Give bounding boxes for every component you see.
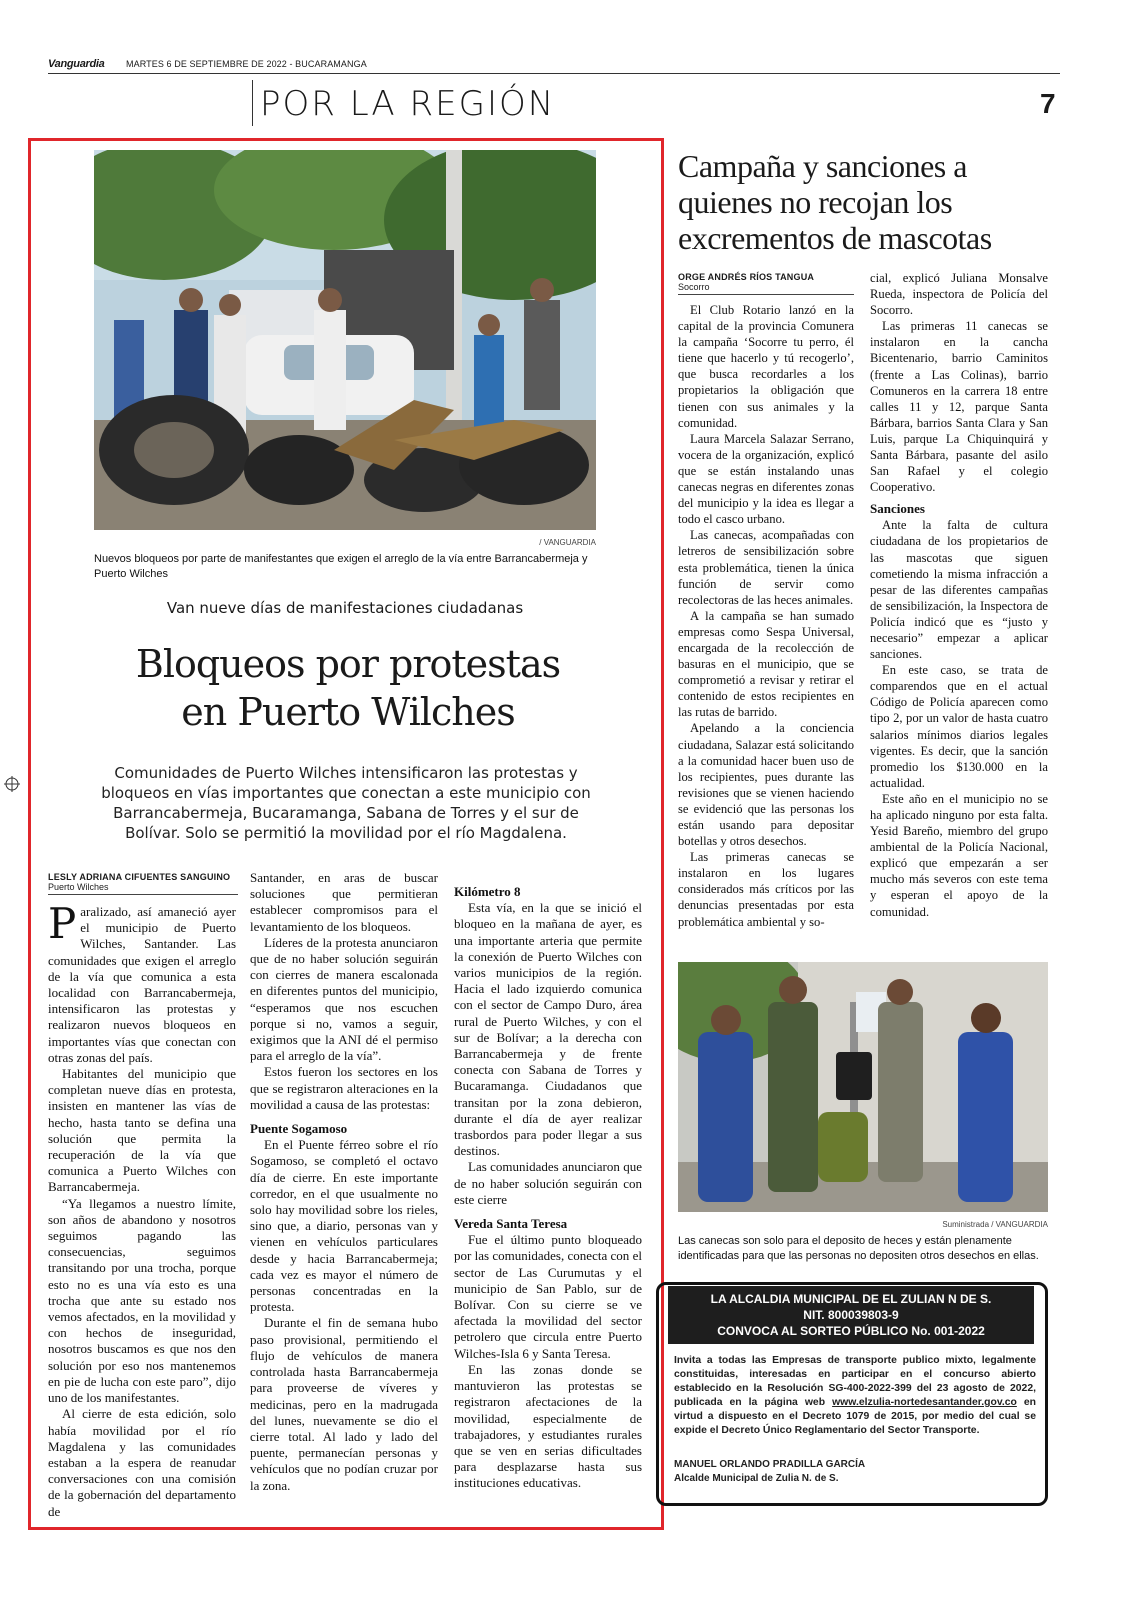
side-author-byline: ORGE ANDRÉS RÍOS TANGUA bbox=[678, 272, 815, 282]
drop-cap: P bbox=[48, 899, 77, 948]
notice-line-3: CONVOCA AL SORTEO PÚBLICO No. 001-2022 bbox=[717, 1324, 985, 1338]
side-paragraph-10: En este caso, se trata de comparendos que en el actual Código de Policía aparecen como tipo 2, por un valor de hasta cuatro salarios mínimos diarios legales vigentes. Es decir, que la sanción promedio los $130.000 en la actualidad. bbox=[870, 663, 1048, 790]
side-paragraph-5: Apelando a la conciencia ciudadana, Salazar está solicitando a la comunidad hacer buen uso de los recipientes, pues durante las revisiones que se vienen haciendo se evidenció que las personas los están usando para depositar botellas y otros desechos. bbox=[678, 721, 854, 849]
protest-photo-illustration bbox=[94, 150, 596, 530]
side-author-location: Socorro bbox=[678, 282, 710, 292]
side-column-2 bbox=[870, 270, 1048, 920]
paragraph-10: Esta vía, en la que se inició el bloqueo en la mañana de ayer, es una importante arteria que permite la conexión de Puerto Wilches con varios municipios de la región. Hacia el lado izquierdo comunica con el sector de Campo Duro, área rural de Puerto Wilches, y con el sur de Bolívar; a la derecha con Barrancabermeja y de frente conecta con Sabana de Torres y Bucaramanga. Ciudadanos que transitan por la zona debieron, durante el día de ayer realizar trasbordos para poder llegar a sus destinos. bbox=[454, 900, 642, 1159]
article-kicker: Van nueve días de manifestaciones ciudadanas bbox=[166, 599, 524, 617]
side-paragraph-6: Las primeras canecas se instalaron en los lugares considerados más críticos por las denuncias presentadas por esta problemática ambiental y so- bbox=[678, 850, 854, 929]
subhead-vereda-santa-teresa: Vereda Santa Teresa bbox=[454, 1216, 568, 1232]
notice-body bbox=[674, 1354, 1036, 1438]
side-column-1 bbox=[678, 302, 854, 930]
side-headline: Campaña y sanciones a quienes no recojan los excrementos de mascotas bbox=[678, 148, 992, 256]
notice-line-1: LA ALCALDIA MUNICIPAL DE EL ZULIAN N DE S. bbox=[710, 1292, 992, 1306]
headline-line-1: Bloqueos por protestas bbox=[135, 642, 561, 686]
notice-signature bbox=[674, 1458, 865, 1486]
paragraph-11: Las comunidades anunciaron que de no haber solución seguirán con este cierre bbox=[454, 1159, 642, 1207]
paragraph-8: En el Puente férreo sobre el río Sogamoso, se completó el octavo día de cierre. En este importante corredor, en el que usualmente no solo hay movilidad sobre los rieles, sino que, a diario, personas van y vienen en vehículos particulares desde y hacia Barrancabermeja; cada vez es mayor el número de personas concentradas en la protesta. bbox=[250, 1137, 438, 1315]
author-location: Puerto Wilches bbox=[48, 882, 109, 892]
notice-website-link[interactable]: www.elzulia-nortedesantander.gov.co bbox=[832, 1397, 1017, 1408]
paragraph-7: Estos fueron los sectores en los que se registraron alteraciones en la movilidad a causa de las protestas: bbox=[250, 1064, 438, 1112]
paragraph-12: Fue el último punto bloqueado por las comunidades, conecta con el sector de Las Curumutas y el municipio de San Pablo, sur de Bolívar. Con su cierre se ve afectada la movilidad del sector petrolero que circula entre Puerto Wilches-Isla 6 y Santa Teresa. bbox=[454, 1232, 642, 1361]
subhead-sanciones: Sanciones bbox=[870, 501, 925, 517]
side-paragraph-4: A la campaña se han sumado empresas como Sespa Universal, encargada de la recolección de basuras en el municipio, que se comprometió a revisar y retirar el contenido de estos recipientes en las rutas de barrido. bbox=[678, 608, 854, 720]
notice-body-text-a: Invita a todas las Empresas de transporte publico mixto, legalmente constituidas, interesadas en participar en el concurso abierto establecido en la Resolución SG-400-2022-399 del 23 agosto de 2022, publicada en la página web bbox=[674, 1355, 1036, 1408]
side-photo-credit: Suministrada / VANGUARDIA bbox=[942, 1220, 1048, 1229]
side-paragraph-2: Laura Marcela Salazar Serrano, vocera de la organización, explicó que se están instalando unas canecas negras en diferentes zonas del municipio y la idea es llegar a todo el casco urbano. bbox=[678, 431, 854, 527]
side-paragraph-7: cial, explicó Juliana Monsalve Rueda, inspectora de Policía del Socorro. bbox=[870, 271, 1048, 318]
subhead-kilometro-8: Kilómetro 8 bbox=[454, 884, 521, 899]
canecas-photo-illustration bbox=[678, 962, 1048, 1212]
notice-signer-name: MANUEL ORLANDO PRADILLA GARCÍA bbox=[674, 1459, 866, 1470]
paragraph-13: En las zonas donde se mantuvieron las protestas se registraron afectaciones de la movilidad, especialmente de trabajadores, y estudiantes rurales que se ven en serias dificultades para desplazarse hasta sus instituciones educativas. bbox=[454, 1361, 642, 1491]
canecas-photo bbox=[678, 962, 1048, 1212]
notice-signer-title: Alcalde Municipal de Zulia N. de S. bbox=[674, 1473, 839, 1484]
paragraph-4: Al cierre de esta edición, solo había movilidad por el río Magdalena y las comunidades estaban a la espera de reanudar conversaciones con una comisión de la gobernación del departamento de bbox=[48, 1406, 236, 1519]
article-column-3 bbox=[454, 884, 642, 1492]
paragraph-1: aralizado, así amaneció ayer el municipio de Puerto Wilches, Santander. Las comunidades que exigen el arreglo de la vía que comunica a esta localidad con Barrancabermeja, intensificaron las protestas y realizaron nuevos bloqueos en importantes vías que conectan con otras zonas del país. bbox=[48, 904, 236, 1065]
dateline: MARTES 6 DE SEPTIEMBRE DE 2022 - BUCARAMANGA bbox=[126, 59, 367, 69]
protest-photo bbox=[94, 150, 596, 530]
headline-line-2: en Puerto Wilches bbox=[181, 690, 515, 734]
section-divider bbox=[252, 80, 253, 126]
photo-caption: Nuevos bloqueos por parte de manifestantes que exigen el arreglo de la vía entre Barrancabermeja y Puerto Wilches bbox=[94, 553, 588, 580]
article-deck: Comunidades de Puerto Wilches intensificaron las protestas y bloqueos en vías importantes que conectan a este municipio con Barrancabermeja, Bucaramanga, Sabana de Torres y el sur de Bolívar. Solo se permitió la movilidad por el río Magdalena. bbox=[101, 764, 591, 842]
paragraph-3: “Ya llegamos a nuestro límite, son años de abandono y nosotros seguimos pagando las consecuencias, seguimos transitando por una trocha, porque esto no es una vía esto es una trocha que ante su estado nos vemos afectados, en la movilidad y con hechos de inseguridad, nosotros buscamos es que nos den solución por eso nos mantenemos en pie de lucha con este paro”, dijo uno de los manifestantes. bbox=[48, 1195, 236, 1406]
notice-body-text-b: en virtud a dispuesto en el Decreto 1079 de 2015, por medio del cual se expide el Decreto Único Reglamentario del Sector Transporte. bbox=[674, 1397, 1037, 1436]
registration-mark-icon bbox=[4, 776, 20, 792]
notice-line-2: NIT. 800039803-9 bbox=[803, 1308, 899, 1322]
section-title: POR LA REGIÓN bbox=[260, 84, 556, 124]
side-paragraph-3: Las canecas, acompañadas con letreros de sensibilización sobre esta problemática, tienen la única función de servir como recolectoras de las heces animales. bbox=[678, 528, 854, 607]
side-photo-caption: Las canecas son solo para el deposito de heces y están plenamente identificadas para que las personas no depositen otros desechos en ellas. bbox=[678, 1235, 1039, 1262]
photo-credit: / VANGUARDIA bbox=[539, 538, 596, 547]
notice-header bbox=[668, 1286, 1034, 1344]
byline-rule bbox=[48, 894, 238, 895]
side-paragraph-11: Este año en el municipio no se ha aplicado ninguno por esta falta. Yesid Bareño, miembro del grupo ambiental de la Policía Nacional, explicó que empezarán a ser mucho más severos con este tema y esperan el apoyo de la comunidad. bbox=[870, 791, 1048, 919]
page-number: 7 bbox=[1040, 88, 1056, 119]
paragraph-2: Habitantes del municipio que completan nueve días en protesta, insisten en mantener las vías de hecho, hasta tanto se defina una solución que permita la recuperación de la vía que comunica a Puerto Wilches con Barrancabermeja. bbox=[48, 1066, 236, 1195]
side-paragraph-1: El Club Rotario lanzó en la capital de la provincia Comunera la campaña ‘Socorre tu perro, él tiene que hacerlo y tú recogerlo’, que busca recordarles a los propietarios la obligación que tienen con sus animales y la comunidad. bbox=[678, 303, 854, 430]
side-paragraph-8: Las primeras 11 canecas se instalaron en la cancha Bicentenario, barrio Caminitos (frente a Las Colinas), barrio Comuneros en la carrera 18 entre calles 11 y 12, parque Santa Bárbara, barrios Santa Clara y San Luis, parque La Chiquinquirá y Santa Bárbara, pasante del asilo San Rafael y el colegio Cooperativo. bbox=[870, 319, 1048, 495]
subhead-puente-sogamoso: Puente Sogamoso bbox=[250, 1121, 348, 1137]
paragraph-9: Durante el fin de semana hubo paso provisional, permitiendo el flujo de vehículos de manera controlada hasta Barrancabermeja para proveerse de víveres y medicinas, pero en la madrugada del lunes, nuevamente se dio el cierre total. Al lado y lado del puente, permanecían personas y vehículos que no podían cruzar por la zona. bbox=[250, 1315, 438, 1493]
side-byline-rule bbox=[678, 294, 854, 295]
article-headline bbox=[48, 640, 648, 736]
masthead-bar bbox=[48, 58, 1060, 74]
brand-logo: Vanguardia bbox=[48, 58, 105, 70]
article-column-1 bbox=[48, 899, 236, 1520]
paragraph-5: Santander, en aras de buscar soluciones que permitieran establecer compromisos para el levantamiento de los bloqueos. bbox=[250, 870, 438, 934]
author-byline: LESLY ADRIANA CIFUENTES SANGUINO bbox=[48, 872, 231, 882]
paragraph-6: Líderes de la protesta anunciaron que de no haber solución seguirán con cierres de manera escalonada en diferentes puntos del municipio, “esperamos que nos escuchen porque si no, vamos a seguir, exigimos que la ANI dé el permiso para el arreglo de la vía”. bbox=[250, 934, 438, 1064]
article-column-2 bbox=[250, 870, 438, 1494]
side-paragraph-9: Ante la falta de cultura ciudadana de los propietarios de las mascotas que siguen cometiendo la misma infracción a pesar de las diferentes campañas de sensibilización, la Inspectora de Policía indicó que es “justo y necesario” empezar a aplicar sanciones. bbox=[870, 518, 1048, 662]
